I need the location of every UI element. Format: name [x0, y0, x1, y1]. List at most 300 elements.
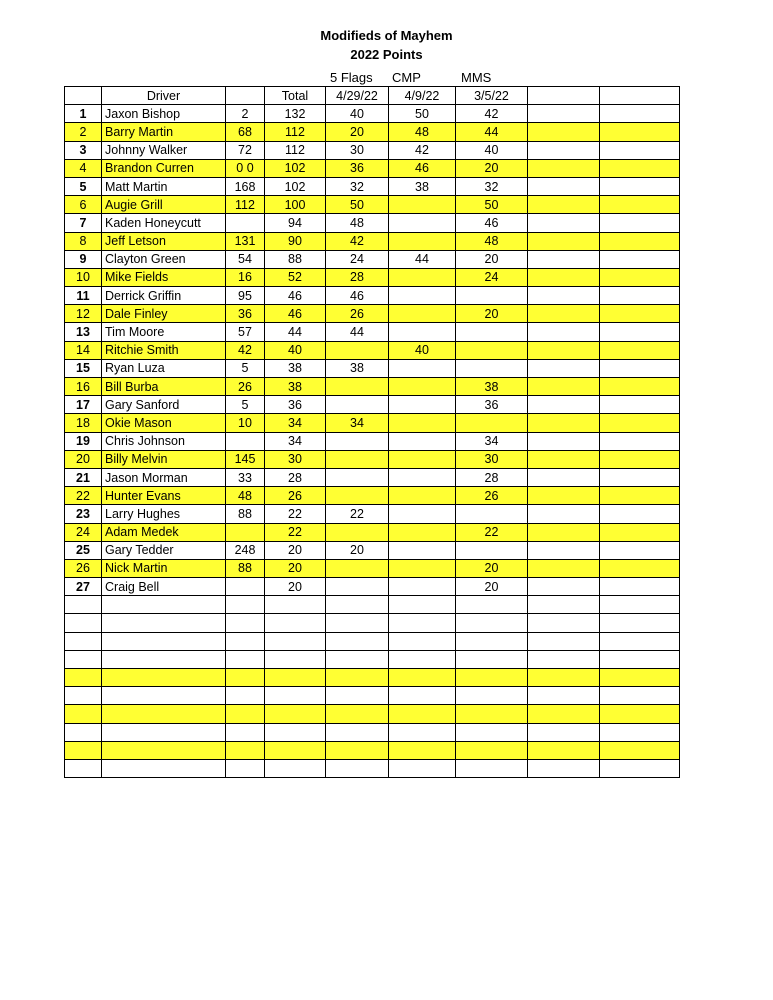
header-cell-empty-1	[528, 87, 600, 105]
empty-row	[65, 741, 680, 759]
empty-cell	[528, 468, 600, 486]
event-label-5flags: 5 Flags	[330, 70, 373, 85]
table-row	[65, 105, 680, 123]
driver-cell: Gary Sanford	[102, 396, 226, 414]
total-cell: 34	[265, 432, 326, 450]
car-number-cell	[226, 432, 265, 450]
empty-cell	[226, 759, 265, 777]
empty-cell	[528, 723, 600, 741]
car-number-cell: 88	[226, 505, 265, 523]
total-cell: 132	[265, 105, 326, 123]
empty-cell	[600, 323, 680, 341]
empty-cell	[326, 614, 389, 632]
empty-cell	[326, 741, 389, 759]
driver-cell: Adam Medek	[102, 523, 226, 541]
empty-cell	[389, 741, 456, 759]
empty-cell	[326, 650, 389, 668]
driver-cell: Brandon Curren	[102, 159, 226, 177]
points-cell-date-3: 32	[456, 177, 528, 195]
points-cell-date-1: 44	[326, 323, 389, 341]
car-number-cell: 54	[226, 250, 265, 268]
empty-cell	[528, 632, 600, 650]
empty-cell	[528, 596, 600, 614]
total-cell: 28	[265, 468, 326, 486]
table-row	[65, 287, 680, 305]
empty-cell	[528, 759, 600, 777]
empty-cell	[600, 632, 680, 650]
empty-cell	[102, 632, 226, 650]
empty-cell	[600, 669, 680, 687]
points-cell-date-3: 22	[456, 523, 528, 541]
empty-cell	[528, 105, 600, 123]
points-cell-date-3	[456, 359, 528, 377]
points-cell-date-3: 42	[456, 105, 528, 123]
empty-cell	[528, 578, 600, 596]
points-cell-date-2	[389, 414, 456, 432]
empty-cell	[528, 705, 600, 723]
points-cell-date-3: 48	[456, 232, 528, 250]
empty-cell	[528, 250, 600, 268]
total-cell: 90	[265, 232, 326, 250]
empty-cell	[265, 723, 326, 741]
position-cell: 11	[65, 287, 102, 305]
position-cell: 23	[65, 505, 102, 523]
driver-cell: Gary Tedder	[102, 541, 226, 559]
event-label-mms: MMS	[461, 70, 492, 85]
empty-cell	[528, 559, 600, 577]
empty-cell	[528, 177, 600, 195]
empty-row	[65, 632, 680, 650]
header-cell-date-2: 4/9/22	[389, 87, 456, 105]
position-cell: 17	[65, 396, 102, 414]
total-cell: 46	[265, 305, 326, 323]
total-cell: 22	[265, 505, 326, 523]
points-cell-date-1: 20	[326, 541, 389, 559]
empty-cell	[389, 705, 456, 723]
points-cell-date-2	[389, 450, 456, 468]
points-cell-date-1	[326, 559, 389, 577]
empty-cell	[456, 687, 528, 705]
points-cell-date-2	[389, 487, 456, 505]
empty-cell	[528, 669, 600, 687]
empty-cell	[226, 632, 265, 650]
position-cell: 6	[65, 196, 102, 214]
points-cell-date-3	[456, 505, 528, 523]
empty-row	[65, 687, 680, 705]
points-cell-date-3: 28	[456, 468, 528, 486]
event-label-cmp: CMP	[392, 70, 421, 85]
points-cell-date-3: 38	[456, 378, 528, 396]
empty-cell	[600, 287, 680, 305]
empty-cell	[600, 414, 680, 432]
empty-cell	[265, 632, 326, 650]
table-row	[65, 323, 680, 341]
empty-cell	[265, 705, 326, 723]
position-cell: 12	[65, 305, 102, 323]
empty-cell	[600, 232, 680, 250]
points-cell-date-1: 34	[326, 414, 389, 432]
total-cell: 34	[265, 414, 326, 432]
points-cell-date-2: 42	[389, 141, 456, 159]
driver-cell: Bill Burba	[102, 378, 226, 396]
driver-cell: Barry Martin	[102, 123, 226, 141]
header-cell-number	[226, 87, 265, 105]
empty-cell	[600, 305, 680, 323]
table-row	[65, 414, 680, 432]
empty-cell	[528, 450, 600, 468]
points-cell-date-3: 20	[456, 159, 528, 177]
empty-cell	[600, 378, 680, 396]
points-table	[64, 86, 680, 778]
empty-cell	[600, 341, 680, 359]
points-cell-date-3: 20	[456, 250, 528, 268]
points-cell-date-3	[456, 323, 528, 341]
driver-cell: Jason Morman	[102, 468, 226, 486]
empty-cell	[600, 723, 680, 741]
points-cell-date-3	[456, 287, 528, 305]
car-number-cell: 42	[226, 341, 265, 359]
points-cell-date-2: 46	[389, 159, 456, 177]
table-row	[65, 559, 680, 577]
empty-cell	[528, 650, 600, 668]
car-number-cell: 68	[226, 123, 265, 141]
driver-cell: Nick Martin	[102, 559, 226, 577]
car-number-cell: 57	[226, 323, 265, 341]
empty-cell	[528, 378, 600, 396]
empty-cell	[600, 541, 680, 559]
points-cell-date-1	[326, 578, 389, 596]
points-cell-date-2	[389, 214, 456, 232]
points-cell-date-2	[389, 287, 456, 305]
total-cell: 102	[265, 159, 326, 177]
table-row	[65, 141, 680, 159]
driver-cell: Clayton Green	[102, 250, 226, 268]
driver-cell: Chris Johnson	[102, 432, 226, 450]
empty-cell	[389, 669, 456, 687]
empty-cell	[265, 759, 326, 777]
points-cell-date-1	[326, 450, 389, 468]
total-cell: 38	[265, 359, 326, 377]
empty-cell	[265, 669, 326, 687]
empty-cell	[600, 578, 680, 596]
empty-cell	[389, 632, 456, 650]
car-number-cell: 95	[226, 287, 265, 305]
empty-cell	[600, 250, 680, 268]
total-cell: 44	[265, 323, 326, 341]
car-number-cell: 72	[226, 141, 265, 159]
car-number-cell: 16	[226, 268, 265, 286]
table-row	[65, 232, 680, 250]
position-cell: 14	[65, 341, 102, 359]
points-cell-date-1: 28	[326, 268, 389, 286]
points-cell-date-1	[326, 432, 389, 450]
position-cell: 26	[65, 559, 102, 577]
empty-cell	[600, 141, 680, 159]
points-cell-date-1: 32	[326, 177, 389, 195]
empty-cell	[326, 669, 389, 687]
empty-cell	[326, 759, 389, 777]
empty-cell	[528, 196, 600, 214]
empty-cell	[456, 723, 528, 741]
empty-cell	[456, 596, 528, 614]
empty-cell	[102, 741, 226, 759]
points-cell-date-3: 20	[456, 559, 528, 577]
empty-cell	[326, 596, 389, 614]
points-cell-date-1: 24	[326, 250, 389, 268]
position-cell: 18	[65, 414, 102, 432]
points-cell-date-3: 26	[456, 487, 528, 505]
position-cell: 19	[65, 432, 102, 450]
position-cell: 8	[65, 232, 102, 250]
empty-cell	[528, 268, 600, 286]
empty-cell	[456, 669, 528, 687]
empty-cell	[600, 450, 680, 468]
empty-row	[65, 759, 680, 777]
empty-cell	[528, 123, 600, 141]
car-number-cell: 10	[226, 414, 265, 432]
points-cell-date-3: 46	[456, 214, 528, 232]
empty-cell	[528, 305, 600, 323]
empty-cell	[65, 650, 102, 668]
empty-cell	[265, 741, 326, 759]
position-cell: 10	[65, 268, 102, 286]
points-cell-date-3: 20	[456, 305, 528, 323]
points-cell-date-2	[389, 578, 456, 596]
points-cell-date-3	[456, 541, 528, 559]
points-cell-date-2	[389, 323, 456, 341]
empty-cell	[600, 705, 680, 723]
empty-cell	[456, 650, 528, 668]
empty-cell	[389, 596, 456, 614]
position-cell: 21	[65, 468, 102, 486]
points-cell-date-2: 38	[389, 177, 456, 195]
points-cell-date-1: 20	[326, 123, 389, 141]
points-cell-date-2	[389, 468, 456, 486]
position-cell: 25	[65, 541, 102, 559]
points-cell-date-3	[456, 341, 528, 359]
total-cell: 20	[265, 559, 326, 577]
table-row	[65, 341, 680, 359]
car-number-cell: 112	[226, 196, 265, 214]
empty-cell	[528, 359, 600, 377]
empty-row	[65, 669, 680, 687]
car-number-cell: 145	[226, 450, 265, 468]
empty-cell	[65, 596, 102, 614]
empty-cell	[600, 741, 680, 759]
position-cell: 13	[65, 323, 102, 341]
car-number-cell: 5	[226, 396, 265, 414]
position-cell: 5	[65, 177, 102, 195]
empty-row	[65, 614, 680, 632]
total-cell: 112	[265, 141, 326, 159]
points-cell-date-1	[326, 487, 389, 505]
empty-cell	[226, 705, 265, 723]
points-cell-date-3: 30	[456, 450, 528, 468]
table-row	[65, 505, 680, 523]
empty-cell	[600, 214, 680, 232]
points-cell-date-2	[389, 432, 456, 450]
total-cell: 20	[265, 541, 326, 559]
driver-cell: Derrick Griffin	[102, 287, 226, 305]
driver-cell: Matt Martin	[102, 177, 226, 195]
position-cell: 15	[65, 359, 102, 377]
empty-row	[65, 723, 680, 741]
driver-cell: Kaden Honeycutt	[102, 214, 226, 232]
total-cell: 112	[265, 123, 326, 141]
table-row	[65, 541, 680, 559]
empty-row	[65, 705, 680, 723]
empty-cell	[600, 159, 680, 177]
empty-cell	[600, 105, 680, 123]
empty-cell	[600, 268, 680, 286]
points-cell-date-3: 20	[456, 578, 528, 596]
table-row	[65, 214, 680, 232]
points-cell-date-2	[389, 559, 456, 577]
empty-cell	[600, 177, 680, 195]
car-number-cell	[226, 214, 265, 232]
table-row	[65, 487, 680, 505]
empty-cell	[600, 505, 680, 523]
car-number-cell: 5	[226, 359, 265, 377]
total-cell: 26	[265, 487, 326, 505]
empty-cell	[102, 650, 226, 668]
empty-cell	[600, 523, 680, 541]
empty-cell	[600, 196, 680, 214]
driver-cell: Augie Grill	[102, 196, 226, 214]
table-row	[65, 123, 680, 141]
points-cell-date-2	[389, 305, 456, 323]
points-cell-date-2	[389, 505, 456, 523]
car-number-cell: 0 0	[226, 159, 265, 177]
driver-cell: Okie Mason	[102, 414, 226, 432]
empty-cell	[326, 687, 389, 705]
header-cell-position	[65, 87, 102, 105]
empty-cell	[600, 559, 680, 577]
car-number-cell: 248	[226, 541, 265, 559]
sheet-subtitle: 2022 Points	[350, 47, 423, 62]
empty-cell	[326, 705, 389, 723]
points-cell-date-2	[389, 396, 456, 414]
empty-cell	[528, 414, 600, 432]
empty-cell	[528, 432, 600, 450]
empty-cell	[389, 723, 456, 741]
points-cell-date-2: 44	[389, 250, 456, 268]
total-cell: 20	[265, 578, 326, 596]
points-cell-date-1	[326, 378, 389, 396]
empty-cell	[226, 650, 265, 668]
empty-cell	[265, 650, 326, 668]
driver-cell: Jaxon Bishop	[102, 105, 226, 123]
empty-cell	[528, 487, 600, 505]
table-row	[65, 268, 680, 286]
position-cell: 16	[65, 378, 102, 396]
points-cell-date-1: 42	[326, 232, 389, 250]
points-cell-date-1: 40	[326, 105, 389, 123]
points-cell-date-1: 38	[326, 359, 389, 377]
points-cell-date-2	[389, 359, 456, 377]
car-number-cell: 26	[226, 378, 265, 396]
header-cell-date-3: 3/5/22	[456, 87, 528, 105]
empty-cell	[389, 614, 456, 632]
driver-cell: Ryan Luza	[102, 359, 226, 377]
points-cell-date-1: 36	[326, 159, 389, 177]
driver-cell: Mike Fields	[102, 268, 226, 286]
empty-cell	[528, 159, 600, 177]
points-cell-date-2: 40	[389, 341, 456, 359]
points-cell-date-1: 30	[326, 141, 389, 159]
car-number-cell	[226, 523, 265, 541]
total-cell: 88	[265, 250, 326, 268]
header-cell-driver: Driver	[102, 87, 226, 105]
position-cell: 27	[65, 578, 102, 596]
empty-cell	[226, 723, 265, 741]
empty-cell	[65, 687, 102, 705]
table-row	[65, 450, 680, 468]
car-number-cell: 131	[226, 232, 265, 250]
points-cell-date-3: 50	[456, 196, 528, 214]
table-row	[65, 159, 680, 177]
empty-cell	[456, 705, 528, 723]
empty-cell	[102, 614, 226, 632]
empty-cell	[528, 341, 600, 359]
driver-cell: Larry Hughes	[102, 505, 226, 523]
empty-cell	[389, 650, 456, 668]
empty-cell	[600, 487, 680, 505]
empty-cell	[65, 741, 102, 759]
points-cell-date-1	[326, 468, 389, 486]
driver-cell: Johnny Walker	[102, 141, 226, 159]
header-row	[65, 87, 680, 105]
empty-cell	[600, 468, 680, 486]
points-cell-date-3: 34	[456, 432, 528, 450]
points-cell-date-1: 26	[326, 305, 389, 323]
empty-cell	[600, 596, 680, 614]
empty-cell	[65, 723, 102, 741]
empty-cell	[600, 396, 680, 414]
position-cell: 20	[65, 450, 102, 468]
empty-cell	[102, 723, 226, 741]
empty-cell	[600, 359, 680, 377]
car-number-cell	[226, 578, 265, 596]
empty-cell	[528, 232, 600, 250]
points-cell-date-1: 22	[326, 505, 389, 523]
position-cell: 9	[65, 250, 102, 268]
empty-cell	[528, 614, 600, 632]
empty-cell	[456, 759, 528, 777]
empty-cell	[528, 141, 600, 159]
total-cell: 22	[265, 523, 326, 541]
total-cell: 40	[265, 341, 326, 359]
position-cell: 7	[65, 214, 102, 232]
table-row	[65, 359, 680, 377]
empty-cell	[65, 669, 102, 687]
empty-cell	[528, 287, 600, 305]
driver-cell: Tim Moore	[102, 323, 226, 341]
points-cell-date-2	[389, 523, 456, 541]
header-cell-date-1: 4/29/22	[326, 87, 389, 105]
driver-cell: Jeff Letson	[102, 232, 226, 250]
points-cell-date-3: 36	[456, 396, 528, 414]
points-cell-date-2	[389, 232, 456, 250]
position-cell: 24	[65, 523, 102, 541]
driver-cell: Dale Finley	[102, 305, 226, 323]
total-cell: 52	[265, 268, 326, 286]
empty-cell	[326, 723, 389, 741]
points-cell-date-1	[326, 341, 389, 359]
empty-cell	[65, 705, 102, 723]
table-row	[65, 468, 680, 486]
total-cell: 100	[265, 196, 326, 214]
